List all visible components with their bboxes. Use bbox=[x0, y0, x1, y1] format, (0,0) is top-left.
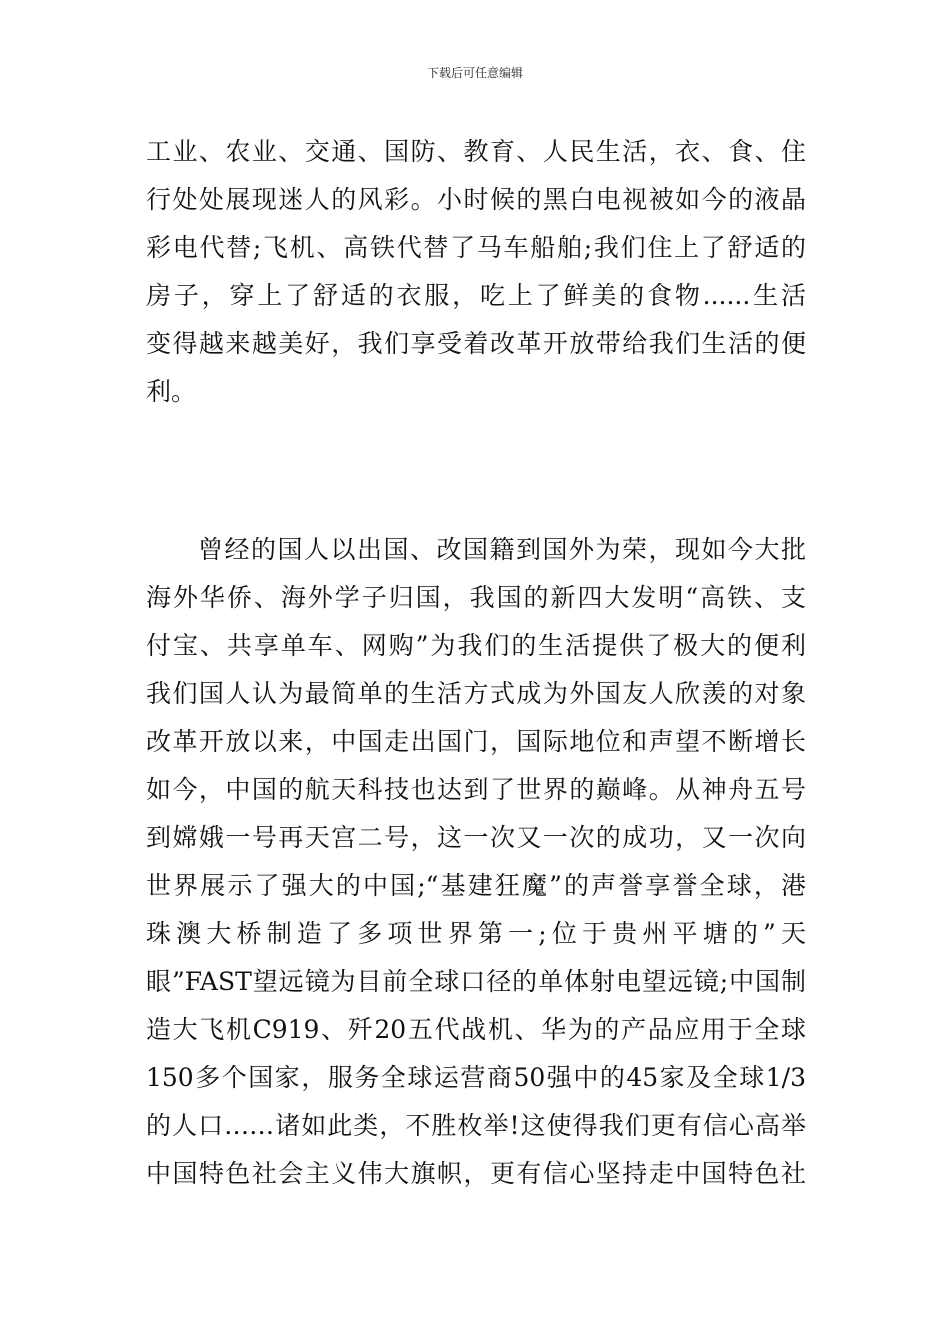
text-line: 彩电代替;飞机、高铁代替了马车船舶;我们住上了舒适的 bbox=[146, 233, 806, 262]
text-line: 的人口……诸如此类，不胜枚举!这使得我们更有信心高举 bbox=[146, 1111, 806, 1140]
text-line: 房子，穿上了舒适的衣服，吃上了鲜美的食物......生活 bbox=[146, 281, 806, 310]
text-line: 改革开放以来，中国走出国门，国际地位和声望不断增长 bbox=[146, 727, 806, 756]
text-line: 中国特色社会主义伟大旗帜，更有信心坚持走中国特色社 bbox=[146, 1159, 806, 1188]
text-line: 到嫦娥一号再天宫二号，这一次又一次的成功，又一次向 bbox=[146, 823, 806, 852]
text-line: 世界展示了强大的中国;“基建狂魔”的声誉享誉全球，港 bbox=[146, 871, 806, 900]
text-line: 珠澳大桥制造了多项世界第一;位于贵州平塘的”天 bbox=[146, 919, 806, 948]
paragraph-1 bbox=[146, 128, 806, 416]
text-line: 变得越来越美好，我们享受着改革开放带给我们生活的便 bbox=[146, 329, 806, 358]
text-line: 眼”FAST望远镜为目前全球口径的单体射电望远镜;中国制 bbox=[146, 967, 806, 996]
text-line: 造大飞机C919、歼20五代战机、华为的产品应用于全球 bbox=[146, 1015, 806, 1044]
text-line: 我们国人认为最简单的生活方式成为外国友人欣羡的对象 bbox=[146, 679, 806, 708]
text-line: 利。 bbox=[146, 377, 197, 406]
text-line: 曾经的国人以出国、改国籍到国外为荣，现如今大批 bbox=[198, 535, 806, 564]
text-line: 海外华侨、海外学子归国，我国的新四大发明“高铁、支 bbox=[146, 583, 806, 612]
page-header: 下载后可任意编辑 bbox=[426, 66, 523, 80]
text-line: 工业、农业、交通、国防、教育、人民生活，衣、食、住 bbox=[146, 137, 806, 166]
text-line: 付宝、共享单车、网购”为我们的生活提供了极大的便利 bbox=[146, 631, 806, 660]
text-line: 150多个国家，服务全球运营商50强中的45家及全球1/3 bbox=[146, 1063, 806, 1092]
text-line: 行处处展现迷人的风彩。小时候的黑白电视被如今的液晶 bbox=[146, 185, 806, 214]
paragraph-2 bbox=[146, 526, 806, 1198]
text-line: 如今，中国的航天科技也达到了世界的巅峰。从神舟五号 bbox=[146, 775, 806, 804]
